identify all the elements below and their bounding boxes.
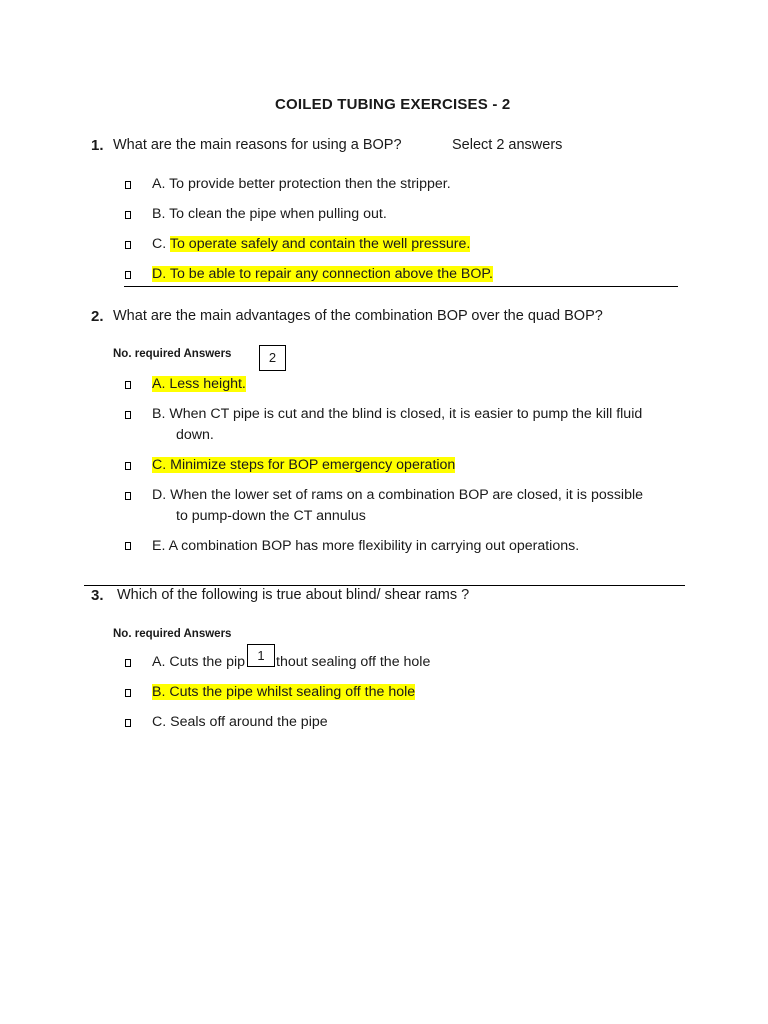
q1-option-a: A. To provide better protection then the stripper. <box>152 176 451 192</box>
q2-option-b-line1: B. When CT pipe is cut and the blind is closed, it is easier to pump the kill fluid <box>152 406 643 422</box>
q2-option-a: A. Less height. <box>152 376 246 392</box>
q3-option-a-checkbox[interactable] <box>125 659 131 667</box>
q1-option-c-prefix: C. <box>152 236 170 252</box>
q2-option-d-line1: D. When the lower set of rams on a combination BOP are closed, it is possible <box>152 487 644 503</box>
q3-option-b: B. Cuts the pipe whilst sealing off the hole <box>152 684 416 700</box>
question-3-text: Which of the following is true about blind/ shear rams ? <box>117 587 470 603</box>
q2-required-count-box[interactable] <box>259 345 286 371</box>
question-1-instruction: Select 2 answers <box>452 137 563 153</box>
q2-option-b-line2: down. <box>176 427 214 443</box>
q2-option-e-checkbox[interactable] <box>125 542 131 550</box>
question-2-text: What are the main advantages of the combination BOP over the quad BOP? <box>113 308 603 324</box>
question-2-number: 2. <box>91 308 104 325</box>
q3-required-answers-label: No. required Answers <box>113 628 232 640</box>
q1-option-d: D. To be able to repair any connection above the BOP. <box>152 266 493 282</box>
q2-option-e: E. A combination BOP has more flexibility in carrying out operations. <box>152 538 580 554</box>
question-1-text: What are the main reasons for using a BOP? <box>113 137 402 153</box>
q3-option-c: C. Seals off around the pipe <box>152 714 328 730</box>
q3-option-c-checkbox[interactable] <box>125 719 131 727</box>
q3-option-b-checkbox[interactable] <box>125 689 131 697</box>
question-3-number: 3. <box>91 587 104 604</box>
q3-required-count-box[interactable] <box>247 644 275 667</box>
q2-option-d-line2: to pump-down the CT annulus <box>176 508 366 524</box>
q1-option-b-checkbox[interactable] <box>125 211 131 219</box>
q1-option-c-checkbox[interactable] <box>125 241 131 249</box>
q2-required-answers-label: No. required Answers <box>113 348 232 360</box>
q1-option-a-checkbox[interactable] <box>125 181 131 189</box>
q3-option-a-part1: A. Cuts the pip <box>152 654 246 670</box>
q1-option-c <box>152 236 470 252</box>
question-1-number: 1. <box>91 137 104 154</box>
q3-required-count: 1 <box>257 648 265 663</box>
divider-1 <box>124 286 678 287</box>
q1-option-d-checkbox[interactable] <box>125 271 131 279</box>
q1-option-c-highlight: To operate safely and contain the well pressure. <box>169 236 471 252</box>
q2-option-b-checkbox[interactable] <box>125 411 131 419</box>
q2-option-d-checkbox[interactable] <box>125 492 131 500</box>
divider-2 <box>84 585 685 586</box>
q2-required-count: 2 <box>268 350 277 365</box>
q2-option-c-checkbox[interactable] <box>125 462 131 470</box>
page-title: COILED TUBING EXERCISES - 2 <box>275 96 511 113</box>
q2-option-a-checkbox[interactable] <box>125 381 131 389</box>
q1-option-b: B. To clean the pipe when pulling out. <box>152 206 387 222</box>
q3-option-a-part2: thout sealing off the hole <box>276 654 431 670</box>
q2-option-c: C. Minimize steps for BOP emergency operation <box>152 457 456 473</box>
